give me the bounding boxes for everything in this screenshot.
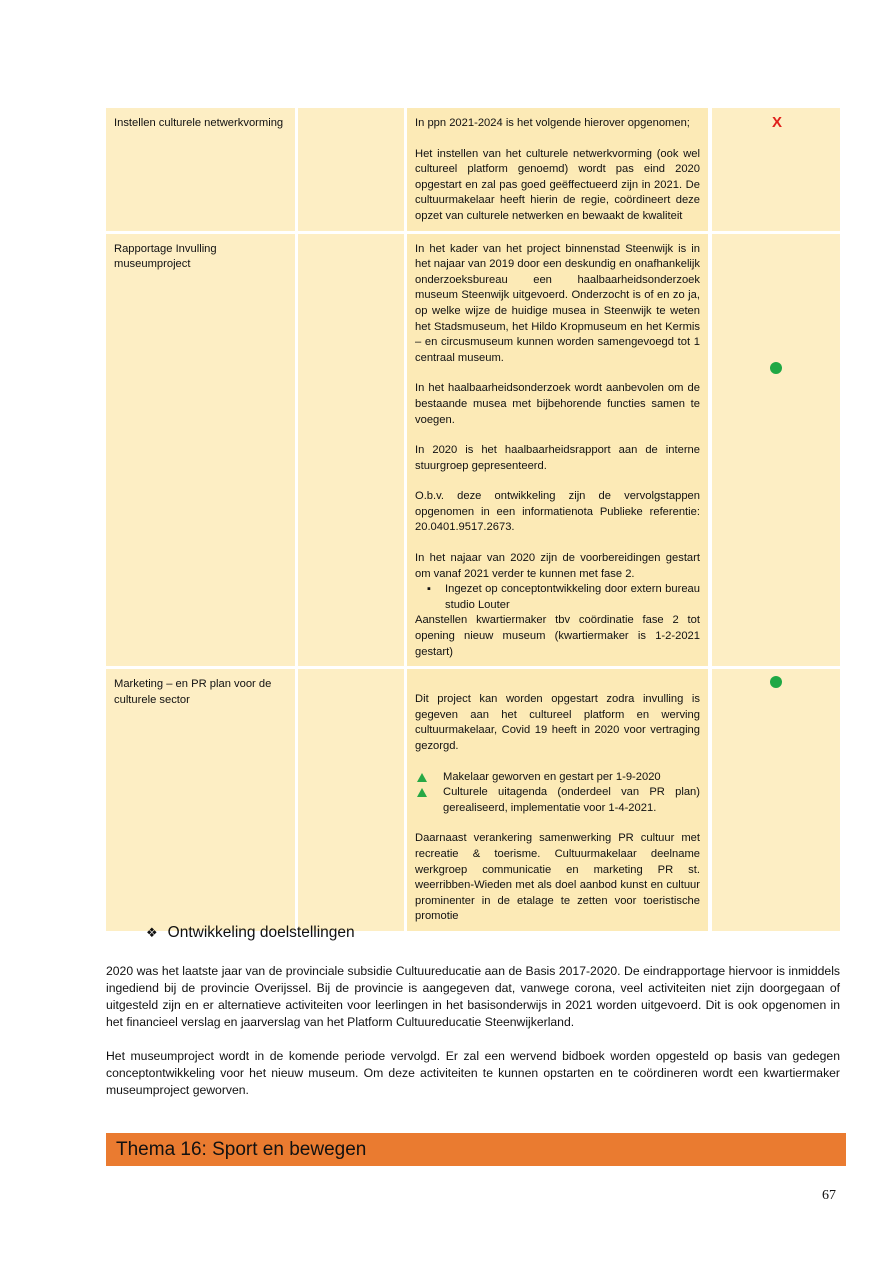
empty-cell <box>298 669 404 931</box>
row-title: Rapportage Invulling museumproject <box>106 234 295 667</box>
table-row <box>106 669 840 931</box>
page-number: 67 <box>822 1188 836 1203</box>
description-paragraph: Aanstellen kwartiermaker tbv coördinatie fase 2 tot opening nieuw museum (kwartiermaker is 1-2-2021 gestart) <box>415 614 700 658</box>
list-item-text: Makelaar geworven en gestart per 1-9-2020 <box>443 770 661 783</box>
description-paragraph: O.b.v. deze ontwikkeling zijn de vervolgstappen opgenomen in een informatienota Publieke referentie: 20.0401.9517.2673. <box>415 490 700 534</box>
empty-cell <box>298 234 404 667</box>
status-cell <box>712 234 840 667</box>
status-green-dot-icon <box>770 362 782 374</box>
table-row <box>106 234 840 667</box>
theme-title: Thema 16: Sport en bewegen <box>116 1139 367 1160</box>
description-paragraph: In het najaar van 2020 zijn de voorbereidingen gestart om vanaf 2021 verder te kunnen met fase 2. <box>415 552 700 580</box>
row-description <box>407 108 708 231</box>
theme-header-bar <box>106 1133 846 1166</box>
list-item <box>415 770 700 786</box>
bullet-list <box>415 770 700 817</box>
row-description <box>407 234 708 667</box>
description-paragraph: Daarnaast verankering samenwerking PR cultuur met recreatie & toerisme. Cultuurmakelaar deelname werkgroep communicatie en marketing PR st. weerribben-Wieden met als doel aanbod kunst en cultuur prominenter in de etalage te zetten voor toeristische promotie <box>415 832 700 923</box>
description-paragraph: Dit project kan worden opgestart zodra invulling is gegeven aan het cultureel platform en werving cultuurmakelaar, Covid 19 heeft in 2020 voor vertraging gezorgd. <box>415 693 700 752</box>
bullet-list <box>415 582 700 613</box>
status-green-dot-icon <box>770 676 782 688</box>
description-paragraph: In 2020 is het haalbaarheidsrapport aan de interne stuurgroep gepresenteerd. <box>415 444 700 472</box>
section-heading-text: Ontwikkeling doelstellingen <box>167 924 355 941</box>
empty-cell <box>298 108 404 231</box>
triangle-up-icon <box>417 788 427 797</box>
triangle-up-icon <box>417 773 427 782</box>
description-paragraph: In het kader van het project binnenstad Steenwijk is in het najaar van 2019 door een deskundig en onafhankelijk onderzoeksbureau een haalbaarheidsonderzoek museum Steenwijk uitgevoerd. Onderzocht is of en zo ja, op welke wijze de huidige musea in Steenwijk te weten het Stadsmuseum, het Hildo Kropmuseum en het Kermis – en circusmuseum kunnen worden samengevoegd tot 1 centraal museum. <box>415 242 700 364</box>
body-paragraph: 2020 was het laatste jaar van de provinciale subsidie Cultuureducatie aan de Basis 2017-2020. De eindrapportage hiervoor is inmiddels ingediend bij de provincie Overijssel. Bij de provincie is aangegeven dat, vanwege corona, veel activiteiten niet zijn doorgegaan of uitgesteld zijn en er alternatieve activiteiten voor leerlingen in het basisonderwijs in 2021 worden uitgevoerd. Dit is ook opgenomen in het financieel verslag en jaarverslag van het Platform Cultuureducatie Steenwijkerland. <box>106 964 840 1029</box>
body-paragraph: Het museumproject wordt in de komende periode vervolgd. Er zal een wervend bidboek worden opgesteld op basis van gedegen conceptontwikkeling voor het nieuw museum. Om deze activiteiten te kunnen opstarten en te coördineren wordt een kwartiermaker museumproject geworven. <box>106 1049 840 1097</box>
status-cell <box>712 108 840 231</box>
status-table <box>106 108 840 934</box>
list-item <box>415 785 700 816</box>
list-item: ▪ Ingezet op conceptontwikkeling door extern bureau studio Louter <box>427 582 700 613</box>
description-paragraph: Het instellen van het culturele netwerkvorming (ook wel cultureel platform genoemd) wordt pas eind 2020 opgestart en zal pas goed geëffectueerd zijn in 2021. De cultuurmakelaar heeft hierin de regie, coördineert deze opzet van culturele netwerken en bewaakt de kwaliteit <box>415 147 700 222</box>
description-paragraph: In ppn 2021-2024 is het volgende hierover opgenomen; <box>415 117 690 129</box>
table-row <box>106 108 840 231</box>
row-title: Marketing – en PR plan voor de culturele sector <box>106 669 295 931</box>
four-diamond-bullet-icon: ❖ <box>146 925 158 940</box>
row-description <box>407 669 708 931</box>
row-title: Instellen culturele netwerkvorming <box>106 108 295 231</box>
section-heading <box>146 924 355 942</box>
status-cross-icon: X <box>772 114 783 131</box>
description-paragraph: In het haalbaarheidsonderzoek wordt aanbevolen om de bestaande musea met bijbehorende functies samen te voegen. <box>415 382 700 426</box>
list-item-text: Culturele uitagenda (onderdeel van PR plan) gerealiseerd, implementatie voor 1-4-2021. <box>443 786 700 814</box>
status-cell <box>712 669 840 931</box>
